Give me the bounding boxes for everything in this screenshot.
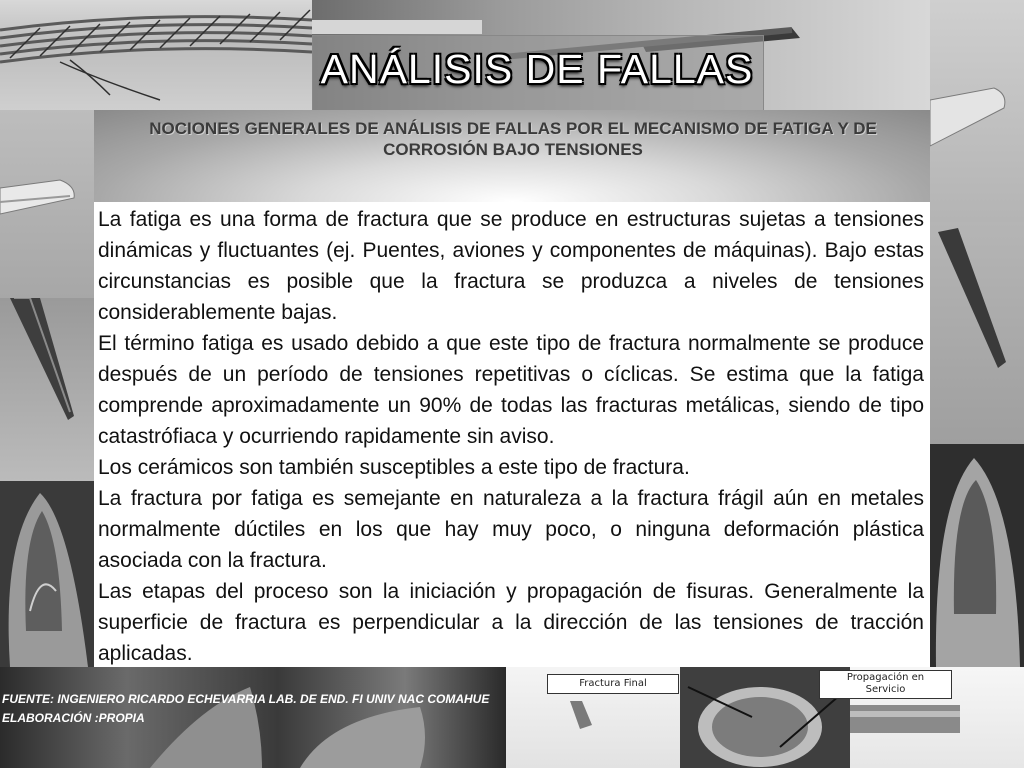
wire-tip-photo-right-1	[930, 0, 1024, 222]
paragraph-etapas: Las etapas del proceso son la iniciación y propagación de fisuras. Generalmente la superficie de fractura es perpendicular a la dirección de las tensiones de tracción aplicadas.	[98, 580, 924, 665]
elaboration-line: ELABORACIÓN :PROPIA	[2, 711, 145, 725]
label-propagacion-line2: Servicio	[865, 684, 906, 695]
source-line: FUENTE: INGENIERO RICARDO ECHEVARRIA LAB. DE END. FI UNIV NAC COMAHUE	[2, 692, 490, 706]
label-propagacion	[819, 670, 952, 699]
content-panel	[94, 202, 930, 667]
wire-rope-photo	[0, 0, 312, 110]
label-propagacion-line1: Propagación en	[846, 672, 925, 683]
source-credit	[2, 690, 489, 728]
label-fractura-final: Fractura Final	[547, 674, 679, 694]
wire-tip-photo-left-1	[0, 110, 94, 298]
subtitle: NOCIONES GENERALES DE ANÁLISIS DE FALLAS POR EL MECANISMO DE FATIGA Y DE CORROSIÓN BAJO TENSIONES	[149, 119, 877, 159]
wire-tip-photo-right-2	[930, 222, 1024, 444]
fracture-sem-photo-right	[930, 444, 1024, 667]
paragraph-ceramicos: Los cerámicos son también susceptibles a este tipo de fractura.	[98, 456, 690, 479]
wire-tip-photo-left-2	[0, 298, 94, 481]
fracture-sem-photo-left	[0, 481, 94, 667]
paragraph-fatiga-termino: El término fatiga es usado debido a que este tipo de fractura normalmente se produce después de un período de tensiones repetitivas o cíclicas. Se estima que la fatiga comprende aproximadamente un 90% de todas las fracturas metálicas, siendo de tipo catastrófiaca y ocurriendo rapidamente sin aviso.	[98, 332, 924, 448]
paragraph-fractura-fragil: La fractura por fatiga es semejante en naturaleza a la fractura frágil aún en metales normalmente dúctiles en los que hay muy poco, o ninguna deformación plástica asociada con la fractura.	[98, 487, 924, 572]
paragraph-fatiga-definicion: La fatiga es una forma de fractura que se produce en estructuras sujetas a tensiones dinámicas y fluctuantes (ej. Puentes, aviones y componentes de máquinas). Bajo estas circunstancias es posible que la fractura se produzca a niveles de tensiones considerablemente bajas.	[98, 208, 924, 324]
page-title: ANÁLISIS DE FALLAS	[320, 46, 754, 92]
